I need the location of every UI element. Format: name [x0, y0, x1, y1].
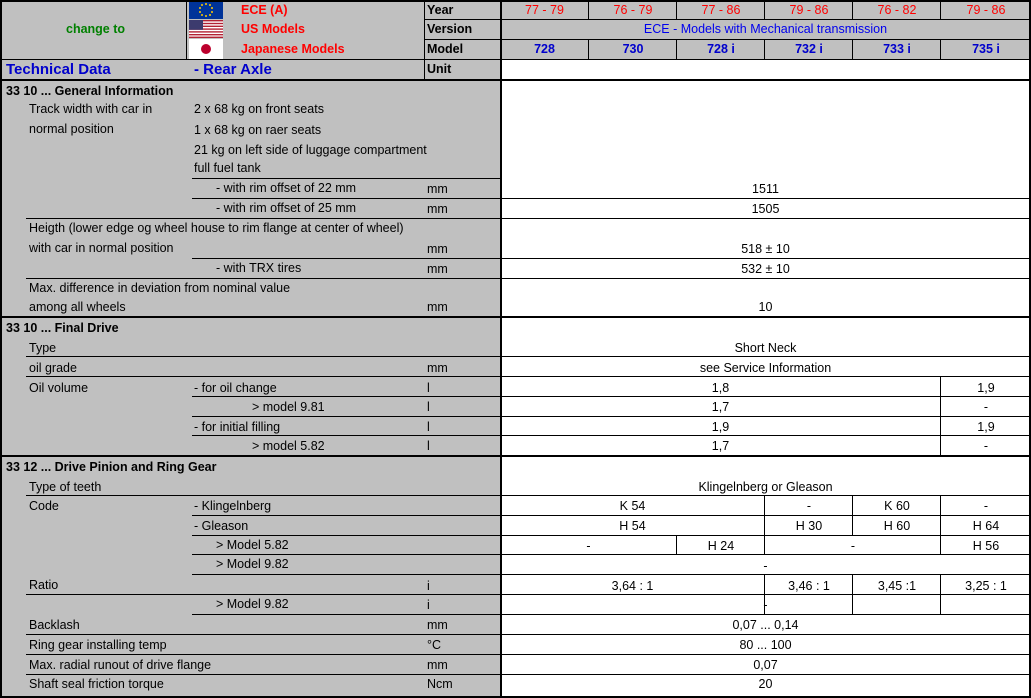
year-733i: 76 - 82 [877, 3, 917, 17]
rim-offset-22-label: - with rim offset of 22 mm [216, 181, 357, 195]
model-row-label: Model [427, 42, 464, 56]
ece-label: ECE (A) [241, 3, 288, 17]
height-label-1: Heigth (lower edge og wheel house to rim flange at center of wheel) [29, 221, 404, 235]
year-735i: 79 - 86 [966, 3, 1006, 17]
klingelnberg-value-d: - [983, 499, 989, 513]
klingelnberg-value-b: - [806, 499, 812, 513]
track-width-label-2: normal position [29, 122, 114, 136]
type-of-teeth-label: Type of teeth [29, 480, 102, 494]
runout-value: 0,07 [753, 658, 778, 672]
pinion-heading: 33 12 ... Drive Pinion and Ring Gear [6, 460, 217, 474]
model-982-code-value: - [763, 559, 768, 573]
technical-data-title: Technical Data [6, 61, 111, 78]
rim-offset-22-value: 1511 [752, 182, 779, 196]
runout-label: Max. radial runout of drive flange [29, 658, 212, 672]
model-732i: 732 i [795, 42, 823, 56]
type-label: Type [29, 341, 57, 355]
model-981-value: 1,7 [711, 400, 730, 414]
klingelnberg-value-a: K 54 [619, 499, 646, 513]
oil-grade-label: oil grade [29, 361, 77, 375]
model-582-code-label: > Model 5.82 [216, 538, 289, 552]
year-728: 77 - 79 [525, 3, 564, 17]
change-to-label: change to [66, 22, 126, 36]
type-value: Short Neck [734, 341, 797, 355]
us-label: US Models [241, 22, 305, 36]
general-heading: 33 10 ... General Information [6, 84, 174, 98]
oil-change-label: - for oil change [194, 381, 277, 395]
year-728i: 77 - 86 [701, 3, 741, 17]
year-730: 76 - 79 [613, 3, 653, 17]
japan-label: Japanese Models [241, 42, 345, 56]
runout-unit: mm [427, 658, 448, 672]
ratio-value-a: 3,64 : 1 [611, 579, 654, 593]
version-row-label: Version [427, 22, 473, 36]
model-582-value: 1,7 [711, 439, 730, 453]
ratio-model-982-unit: i [427, 598, 430, 612]
initial-filling-value-735i: 1,9 [977, 420, 995, 434]
model-728i: 728 i [707, 42, 735, 56]
model-582-code-value-c: - [850, 539, 856, 553]
max-diff-label-2: among all wheels [29, 300, 126, 314]
model-582-value-735i: - [983, 439, 989, 453]
seal-torque-unit: Ncm [427, 677, 453, 691]
install-temp-label: Ring gear installing temp [29, 638, 167, 652]
ratio-unit: i [427, 579, 430, 593]
model-582-code-value-d: H 56 [972, 539, 1000, 553]
trx-unit: mm [427, 262, 448, 276]
backlash-label: Backlash [29, 618, 80, 632]
rim-offset-25-label: - with rim offset of 25 mm [216, 201, 357, 215]
year-732i: 79 - 86 [789, 3, 829, 17]
oil-change-value: 1,8 [711, 381, 730, 395]
trx-label: - with TRX tires [216, 261, 302, 275]
us-flag-icon [189, 20, 223, 38]
klingelnberg-value-c: K 60 [884, 499, 910, 513]
type-of-teeth-value: Klingelnberg or Gleason [698, 480, 833, 494]
load-rear-seats: 1 x 68 kg on raer seats [194, 123, 322, 137]
backlash-value: 0,07 ... 0,14 [732, 618, 799, 632]
initial-filling-unit: l [427, 420, 430, 434]
section-title: - Rear Axle [194, 61, 272, 78]
load-luggage: 21 kg on left side of luggage compartment [194, 143, 427, 157]
seal-torque-value: 20 [758, 677, 773, 691]
model-582-unit: l [427, 439, 430, 453]
eu-flag-icon [189, 1, 223, 19]
gleason-label: - Gleason [194, 519, 249, 533]
gleason-value-b: H 30 [795, 519, 823, 533]
height-label-2: with car in normal position [29, 241, 174, 255]
ratio-model-982-value: - [763, 598, 768, 612]
oil-change-value-735i: 1,9 [977, 381, 995, 395]
max-diff-unit: mm [427, 300, 448, 314]
seal-torque-label: Shaft seal friction torque [29, 677, 164, 691]
model-981-unit: l [427, 400, 430, 414]
unit-row-label: Unit [427, 62, 452, 76]
max-diff-value: 10 [758, 300, 773, 314]
klingelnberg-label: - Klingelnberg [194, 499, 272, 513]
rim-offset-25-unit: mm [427, 202, 448, 216]
track-width-label-1: Track width with car in [29, 102, 153, 116]
code-label: Code [29, 499, 59, 513]
load-front-seats: 2 x 68 kg on front seats [194, 102, 324, 116]
rim-offset-25-value: 1505 [751, 202, 780, 216]
model-982-code-label: > Model 9.82 [216, 557, 289, 571]
ratio-value-c: 3,45 :1 [877, 579, 917, 593]
year-row-label: Year [427, 3, 454, 17]
height-unit: mm [427, 242, 448, 256]
model-582-code-value-b: H 24 [707, 539, 735, 553]
final-drive-heading: 33 10 ... Final Drive [6, 321, 119, 335]
initial-filling-label: - for initial filling [194, 420, 281, 434]
load-fuel: full fuel tank [194, 161, 261, 175]
ratio-label: Ratio [29, 578, 59, 592]
ratio-value-b: 3,46 : 1 [788, 579, 830, 593]
install-temp-unit: °C [427, 638, 442, 652]
initial-filling-value: 1,9 [711, 420, 730, 434]
model-733i: 733 i [883, 42, 911, 56]
model-582-code-value-a: - [586, 539, 591, 553]
install-temp-value: 80 ... 100 [739, 638, 792, 652]
gleason-value-d: H 64 [972, 519, 1000, 533]
gleason-value-a: H 54 [619, 519, 646, 533]
version-label: ECE - Models with Mechanical transmission [643, 22, 888, 36]
model-728: 728 [534, 42, 555, 56]
oil-volume-label: Oil volume [29, 381, 89, 395]
ratio-value-d: 3,25 : 1 [965, 579, 1007, 593]
gleason-value-c: H 60 [883, 519, 911, 533]
model-981-label: > model 9.81 [252, 400, 325, 414]
model-981-value-735i: - [983, 400, 989, 414]
model-582-label: > model 5.82 [252, 439, 325, 453]
model-730: 730 [622, 42, 644, 56]
trx-value: 532 ± 10 [741, 262, 790, 276]
max-diff-label-1: Max. difference in deviation from nominal value [29, 281, 291, 295]
oil-change-unit: l [427, 381, 430, 395]
japan-flag-icon [189, 39, 223, 59]
model-735i: 735 i [972, 42, 1000, 56]
oil-grade-value: see Service Information [699, 361, 832, 375]
oil-grade-unit: mm [427, 361, 448, 375]
rim-offset-22-unit: mm [427, 182, 448, 196]
height-value: 518 ± 10 [741, 242, 790, 256]
backlash-unit: mm [427, 618, 448, 632]
ratio-model-982-label: > Model 9.82 [216, 597, 289, 611]
